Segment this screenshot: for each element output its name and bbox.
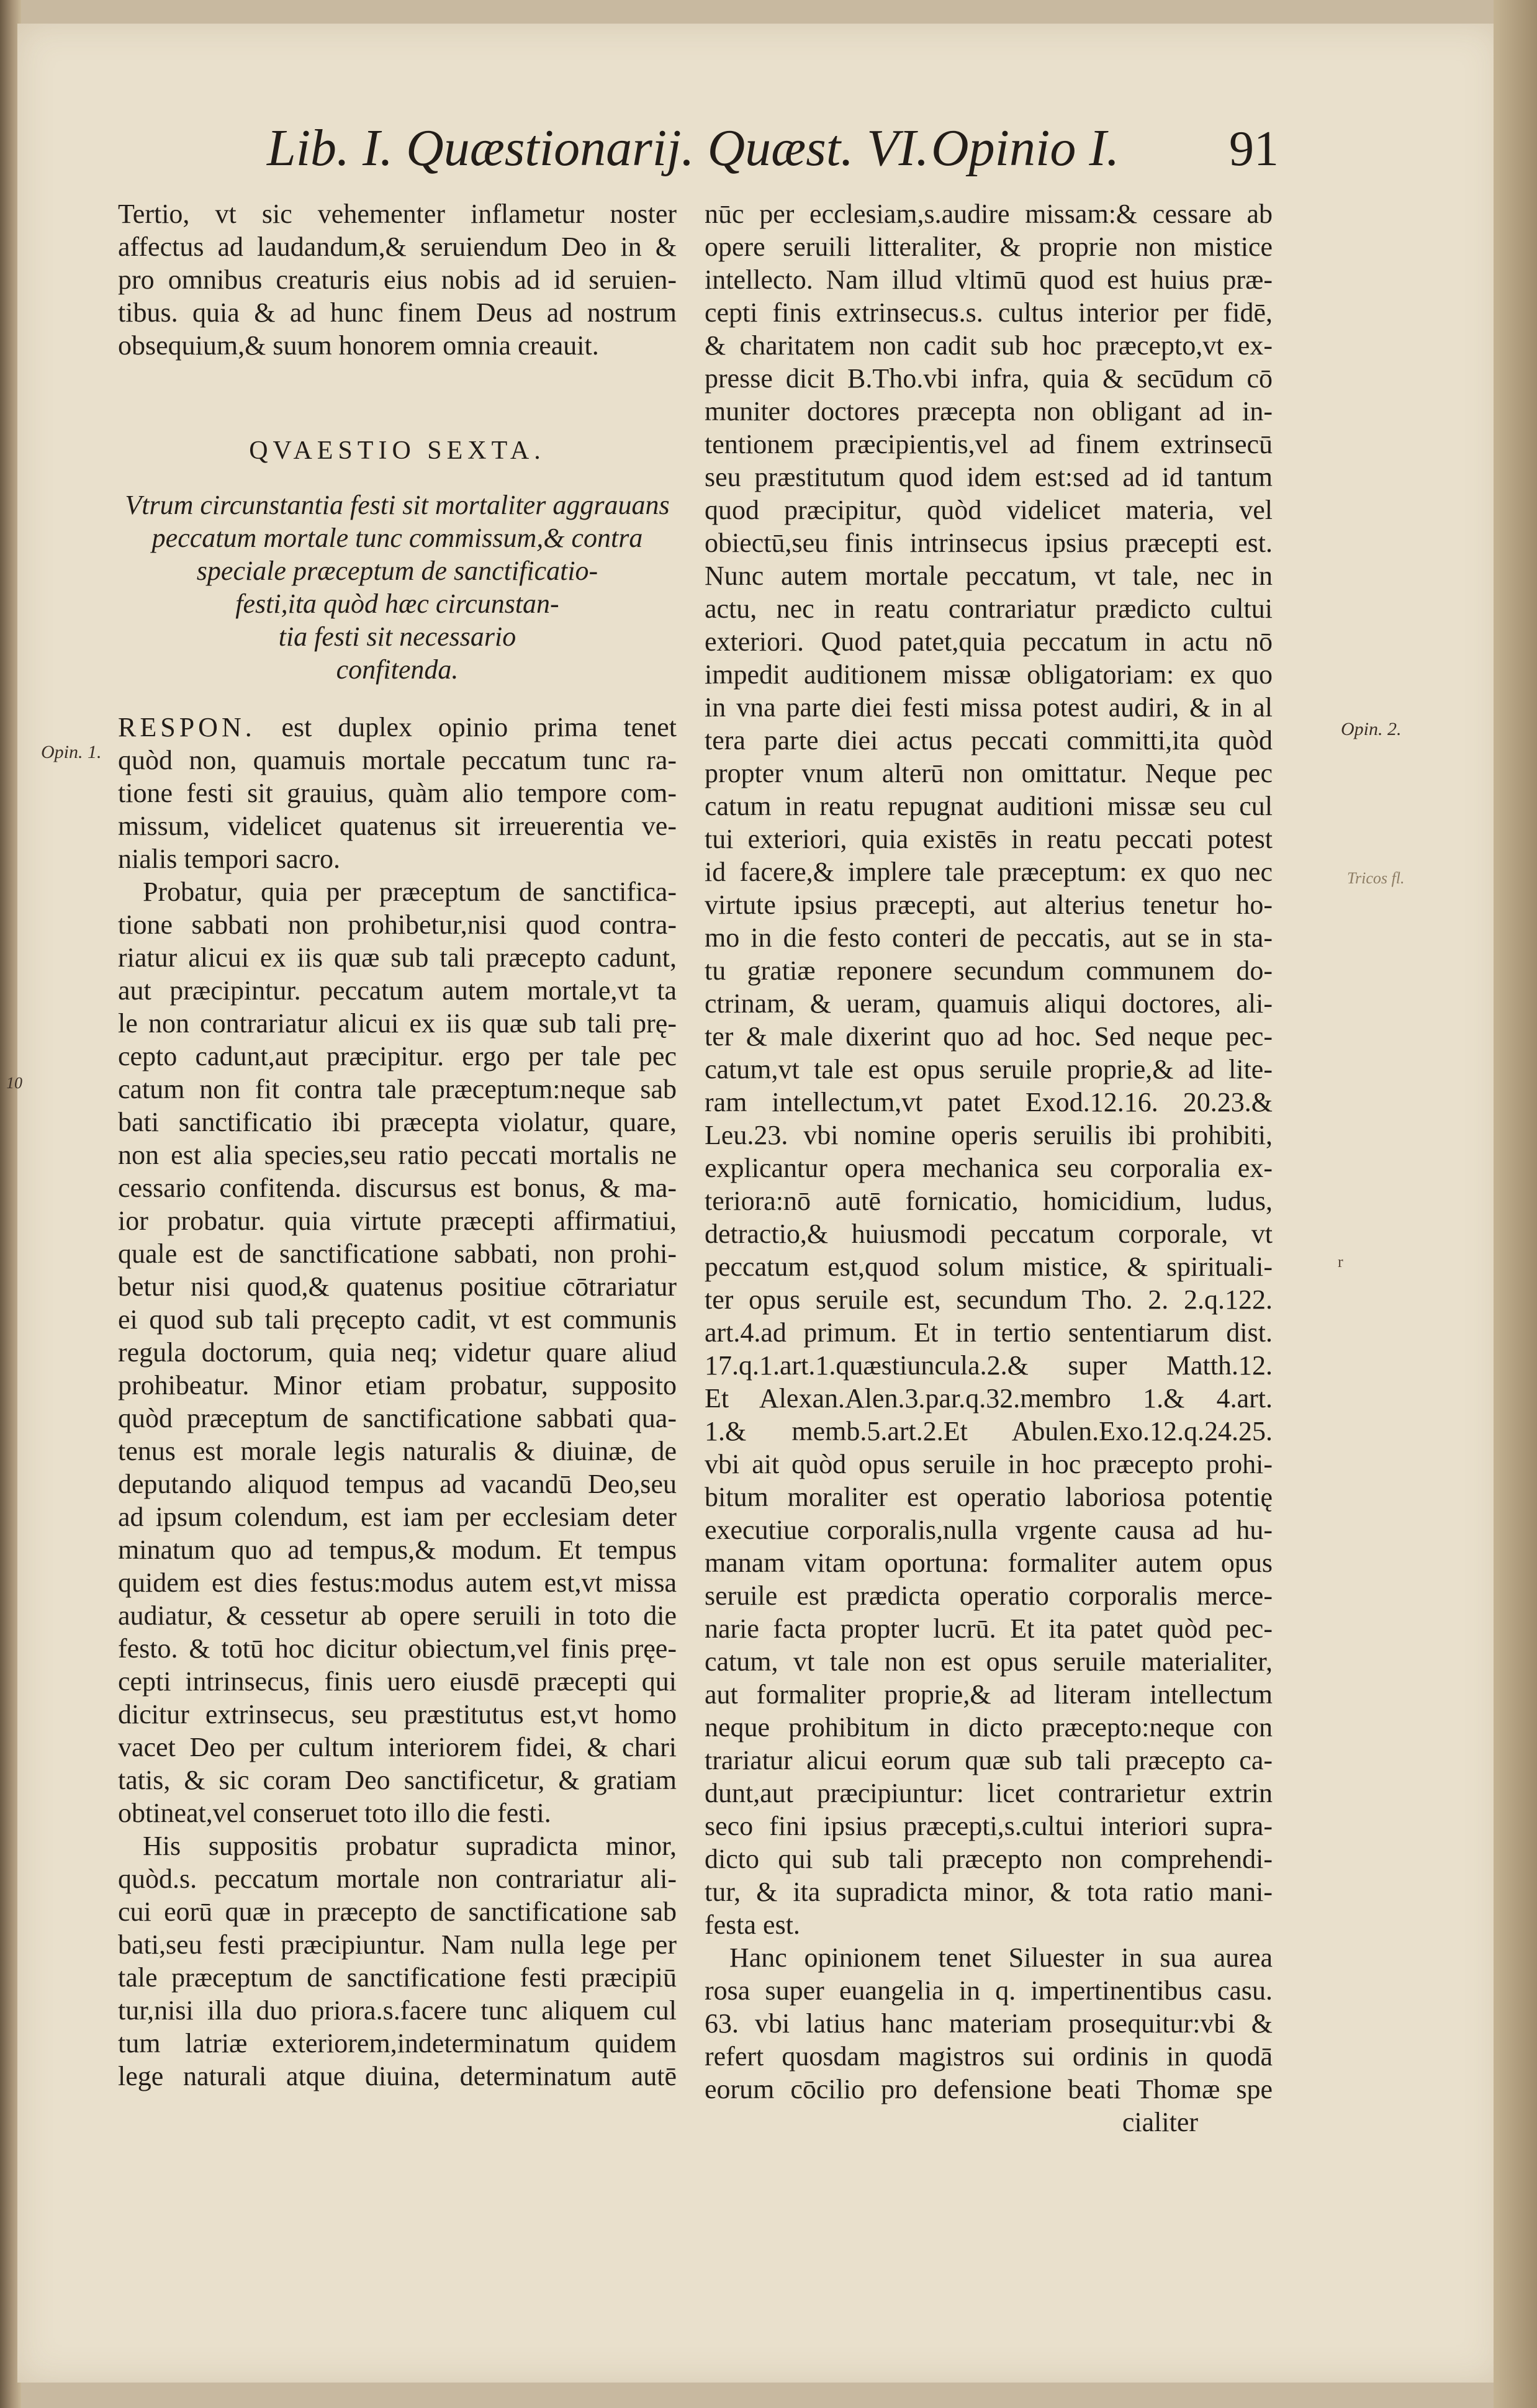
margin-note-opinio-2: Opin. 2. — [1341, 719, 1402, 739]
text-line: cepto cadunt,aut præcipitur. ergo per tale pec — [118, 1041, 677, 1071]
text-line: manam vitam oportuna: formaliter autem opus — [705, 1548, 1273, 1578]
left-column — [118, 197, 677, 2093]
text-line: Et Alexan.Alen.3.par.q.32.membro 1.& 4.art. — [705, 1383, 1273, 1414]
text-line: & charitatem non cadit sub hoc præcepto,vt ex- — [705, 330, 1273, 361]
probatur-paragraph — [118, 875, 677, 1829]
text-line: detractio,& huiusmodi peccatum corporale, vt — [705, 1219, 1273, 1249]
running-head-left: Lib. I. Quæstionarij. Quæst. VI. — [267, 119, 929, 177]
margin-mark: r — [1338, 1253, 1343, 1271]
text-line: teriora:nō autē fornicatio, homicidium, ludus, — [705, 1186, 1273, 1216]
question-statement — [118, 489, 677, 686]
text-line: tenus est morale legis naturalis & diuinæ, de — [118, 1436, 677, 1466]
intro-paragraph — [118, 197, 677, 362]
text-line: Hanc opinionem tenet Siluester in sua aurea — [729, 1942, 1273, 1973]
running-head — [248, 118, 1304, 186]
text-line: quod præcipitur, quòd videlicet materia, vel — [705, 495, 1273, 525]
text-line: prohibeatur. Minor etiam probatur, supposito — [118, 1370, 677, 1400]
text-line: quale est de sanctificatione sabbati, non prohi- — [118, 1238, 677, 1269]
text-line: narie facta propter lucrū. Et ita patet quòd pec- — [705, 1613, 1273, 1644]
text-line: le non contrariatur alicui ex iis quæ sub tali prę- — [118, 1008, 677, 1039]
text-line: nūc per ecclesiam,s.audire missam:& cessare ab — [705, 199, 1273, 229]
text-line: obsequium,& suum honorem omnia creauit. — [118, 330, 599, 361]
text-line: cepti intrinsecus, finis uero eiusdē præcepti qui — [118, 1666, 677, 1697]
text-line: seu præstitutum quod idem est:sed ad id tantum — [705, 462, 1273, 492]
text-line: virtute ipsius præcepti, aut alterius tenetur ho- — [705, 890, 1273, 920]
text-line: tia festi sit necessario — [278, 621, 516, 652]
text-line: pro omnibus creaturis eius nobis ad id seruien- — [118, 264, 677, 295]
text-line: propter vnum alterū non omittatur. Neque pec — [705, 758, 1273, 788]
text-line: catum,vt tale est opus seruile proprie,& ad lite- — [705, 1054, 1273, 1085]
text-line: muniter doctores præcepta non obligant ad in- — [705, 396, 1273, 426]
text-line: quòd non, quamuis mortale peccatum tunc ra- — [118, 745, 677, 775]
text-line: cepti finis extrinsecus.s. cultus interior per fidē, — [705, 297, 1273, 328]
text-line: quòd.s. peccatum mortale non contrariatur ali- — [118, 1864, 677, 1894]
text-line: festi,ita quòd hæc circunstan- — [235, 588, 559, 619]
text-line: deputando aliquod tempus ad vacandū Deo,seu — [118, 1469, 677, 1499]
text-line: tur, & ita supradicta minor, & tota ratio mani- — [705, 1877, 1273, 1907]
page-number: 91 — [1229, 122, 1279, 176]
running-head-right: Opinio I. — [931, 119, 1120, 177]
text-line: seco fini ipsius præcepti,s.cultui interiori supra- — [705, 1811, 1273, 1841]
text-line: Probatur, quia per præceptum de sanctifica- — [143, 877, 677, 907]
catchword: cialiter — [1122, 2107, 1198, 2137]
text-line: betur nisi quod,& quatenus positiue cōtrariatur — [118, 1271, 677, 1302]
text-line: ior probatur. quia virtute præcepti affirmatiui, — [118, 1206, 677, 1236]
text-line: dicitur extrinsecus, seu præstitutus est,vt homo — [118, 1699, 677, 1729]
text-line: dicto qui sub tali præcepto non comprehendi- — [705, 1844, 1273, 1874]
text-line: id facere,& implere tale præceptum: ex quo nec — [705, 857, 1273, 887]
hanc-paragraph — [705, 1941, 1273, 2106]
text-line: tum latriæ exteriorem,indeterminatum quidem — [118, 2028, 677, 2059]
text-line: tentionem præcipientis,vel ad finem extrinsecū — [705, 429, 1273, 459]
text-line: mo in die festo conteri de peccatis, aut se in sta- — [705, 922, 1273, 953]
right-main-paragraph — [705, 197, 1273, 1941]
his-paragraph — [118, 1829, 677, 2093]
text-line: tui exteriori, quia existēs in reatu peccati potest — [705, 824, 1273, 854]
text-line: Nunc autem mortale peccatum, vt tale, nec in — [705, 561, 1273, 591]
text-line: impedit auditionem missæ obligatoriam: ex quo — [705, 659, 1273, 690]
text-line: obtineat,vel conseruet toto illo die festi. — [118, 1798, 551, 1828]
text-line: festa est. — [705, 1910, 800, 1940]
text-line: bitum moraliter est operatio laboriosa potentię — [705, 1482, 1273, 1512]
text-line: tione sabbati non prohibetur,nisi quod contra- — [118, 909, 677, 940]
text-line: non est alia species,seu ratio peccati mortalis ne — [118, 1140, 677, 1170]
text-line: dunt,aut præcipiuntur: licet contrarietur extrin — [705, 1778, 1273, 1808]
text-line: quidem est dies festus:modus autem est,vt missa — [118, 1567, 677, 1598]
text-line: confitenda. — [336, 654, 459, 685]
text-line: aut formaliter proprie,& ad literam intellectum — [705, 1679, 1273, 1710]
right-column — [705, 197, 1273, 2139]
text-line: vacet Deo per cultum interiorem fidei, & chari — [118, 1732, 677, 1762]
margin-note-number: 10 — [6, 1074, 22, 1092]
text-line: tibus. quia & ad hunc finem Deus ad nostrum — [118, 297, 677, 328]
text-line: His suppositis probatur supradicta minor, — [143, 1831, 677, 1861]
text-line: affectus ad laudandum,& seruiendum Deo in & — [118, 232, 677, 262]
text-line: 63. vbi latius hanc materiam prosequitur:vbi & — [705, 2008, 1273, 2039]
text-line: presse dicit B.Tho.vbi infra, quia & secūdum cō — [705, 363, 1273, 394]
text-line: ad ipsum colendum, est iam per ecclesiam deter — [118, 1502, 677, 1532]
text-line: tur,nisi illa duo priora.s.facere tunc aliquem cul — [118, 1995, 677, 2026]
text-line: obiectū,seu finis intrinsecus ipsius præcepti est. — [705, 528, 1273, 558]
text-line: peccatum mortale tunc commissum,& contra — [151, 523, 643, 553]
margin-note-show-through: Tricos fl. — [1347, 869, 1405, 887]
margin-note-opinio: Opin. 1. — [41, 742, 102, 762]
text-span: est duplex opinio prima tenet — [255, 712, 677, 742]
text-line: Tertio, vt sic vehementer inflametur noster — [118, 199, 677, 229]
text-line: bati,seu festi præcipiuntur. Nam nulla lege per — [118, 1929, 677, 1960]
text-line: catum in reatu repugnat auditioni missæ seu cul — [705, 791, 1273, 821]
text-line: tu gratiæ reponere secundum communem do- — [705, 955, 1273, 986]
catchword-line — [705, 2106, 1273, 2139]
respon-label: RESPON. — [118, 712, 256, 742]
text-line: ram intellectum,vt patet Exod.12.16. 20.23.& — [705, 1087, 1273, 1117]
text-line: art.4.ad primum. Et in tertio sententiarum dist. — [705, 1317, 1273, 1348]
text-line: quòd præceptum de sanctificatione sabbati qua- — [118, 1403, 677, 1433]
text-line: intellecto. Nam illud vltimū quod est huius præ- — [705, 264, 1273, 295]
text-line: riatur alicui ex iis quæ sub tali præcepto cadunt, — [118, 942, 677, 973]
text-line: missum, videlicet quatenus sit irreuerentia ve- — [118, 811, 677, 841]
text-line: actu, nec in reatu contrariatur prædicto cultui — [705, 593, 1273, 624]
text-line: tatis, & sic coram Deo sanctificetur, & gratiam — [118, 1765, 677, 1795]
text-line: cessario confitenda. discursus est bonus, & ma- — [118, 1173, 677, 1203]
text-line: ter & male dixerint quo ad hoc. Sed neque pec- — [705, 1021, 1273, 1052]
text-line: exteriori. Quod patet,quia peccatum in actu nō — [705, 626, 1273, 657]
text-line: executiue corporalis,nulla vrgente causa ad hu- — [705, 1515, 1273, 1545]
text-line: tione festi sit grauius, quàm alio tempore com- — [118, 778, 677, 808]
text-line: eorum cōcilio pro defensione beati Thomæ spe — [705, 2074, 1273, 2104]
text-line: catum non fit contra tale præceptum:neque sab — [118, 1074, 677, 1104]
text-line: rosa super euangelia in q. impertinentibus casu. — [705, 1975, 1273, 2006]
question-title: QVAESTIO SEXTA. — [249, 436, 546, 465]
text-line: cui eorū quæ in præcepto de sanctificatione sab — [118, 1896, 677, 1927]
text-line: regula doctorum, quia neq; videtur quare aliud — [118, 1337, 677, 1368]
text-line: 1.& memb.5.art.2.Et Abulen.Exo.12.q.24.25. — [705, 1416, 1273, 1446]
text-line: minatum quo ad tempus,& modum. Et tempus — [118, 1535, 677, 1565]
text-line — [118, 711, 677, 744]
text-line: neque prohibitum in dicto præcepto:neque con — [705, 1712, 1273, 1743]
text-line: vbi ait quòd opus seruile in hoc præcepto prohi- — [705, 1449, 1273, 1479]
respon-paragraph — [118, 711, 677, 875]
text-line: trariatur alicui eorum quæ sub tali præcepto ca- — [705, 1745, 1273, 1775]
text-line: aut præcipintur. peccatum autem mortale,vt ta — [118, 975, 677, 1006]
text-line: ter opus seruile est, secundum Tho. 2. 2.q.122. — [705, 1284, 1273, 1315]
text-line: Vtrum circunstantia festi sit mortaliter aggrauans — [125, 490, 670, 520]
text-line: speciale præceptum de sanctificatio- — [196, 556, 598, 586]
text-line: lege naturali atque diuina, determinatum autē — [118, 2061, 677, 2091]
text-line: refert quosdam magistros sui ordinis in quodā — [705, 2041, 1273, 2072]
text-line: catum, vt tale non est opus seruile materialiter, — [705, 1646, 1273, 1677]
text-line: 17.q.1.art.1.quæstiuncula.2.& super Matth.12. — [705, 1350, 1273, 1381]
text-line: tale præceptum de sanctificatione festi præcipiū — [118, 1962, 677, 1993]
text-line: ctrinam, & ueram, quamuis aliqui doctores, ali- — [705, 988, 1273, 1019]
text-line: seruile est prædicta operatio corporalis merce- — [705, 1581, 1273, 1611]
text-line: bati sanctificatio ibi præcepta violatur, quare, — [118, 1107, 677, 1137]
text-line: festo. & totū hoc dicitur obiectum,vel finis pręe- — [118, 1633, 677, 1664]
text-line: Leu.23. vbi nomine operis seruilis ibi prohibiti, — [705, 1120, 1273, 1150]
text-line: explicantur opera mechanica seu corporalia ex- — [705, 1153, 1273, 1183]
text-line: audiatur, & cessetur ab opere seruili in toto die — [118, 1600, 677, 1631]
text-line: nialis tempori sacro. — [118, 844, 341, 874]
text-line: in vna parte diei festi missa potest audiri, & in al — [705, 692, 1273, 723]
right-margin-shadow — [1494, 0, 1537, 2408]
text-line: tera parte diei actus peccati committi,ita quòd — [705, 725, 1273, 755]
text-line: opere seruili litteraliter, & proprie non mistice — [705, 232, 1273, 262]
text-line: peccatum est,quod solum mistice, & spirituali- — [705, 1251, 1273, 1282]
text-line: ei quod sub tali pręcepto cadit, vt est communis — [118, 1304, 677, 1335]
